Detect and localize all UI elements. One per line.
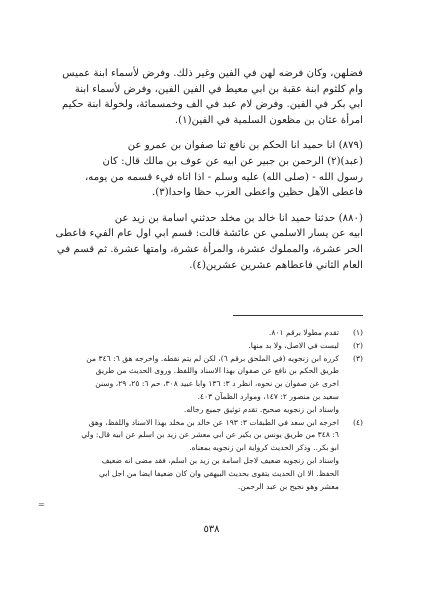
hadith-880 bbox=[49, 211, 363, 273]
footnote-line: واسناد ابن زنجويه ضعيف لاجل اسامة بن زيد بن اسلم، فقد مضى انه ضعيف bbox=[101, 455, 339, 465]
text-line: (عبد)(٢) الرحمن بن جبير عن ابيه عن عوف بن مالك قال: كان bbox=[102, 155, 363, 167]
footnote-2 bbox=[49, 340, 363, 353]
footnote-line: واسناد ابن زنجويه صحيح. تقدم توثيق جميع رجاله. bbox=[183, 404, 339, 414]
footnote-line: اخرجه ابن سعد في الطبقات ٣: ١٩٣ عن خالد بن مخلد بهذا الاسناد واللفظ، وهق bbox=[88, 417, 339, 427]
text-line: رسول الله - (صلى الله) عليه وسلم - اذا اتاه فيء قسمه من يومه، bbox=[85, 171, 363, 183]
page-number: ٥٣٨ bbox=[203, 524, 220, 535]
footnote-line: سعيد بن منصور ٢: ١٤٧، وموارد الظمآن ٤٠٣. bbox=[197, 391, 339, 401]
hadith-879 bbox=[49, 138, 363, 200]
footnote-divider bbox=[233, 315, 363, 316]
footnote-number: (٣) bbox=[352, 353, 363, 363]
footnote-line: ٦: ٣٤٨ من طريق يونس بن بكير عن ابي معشر عن زيد بن اسلم عن ابيه قال: ولي bbox=[81, 430, 339, 440]
footnote-4-continuation bbox=[49, 455, 363, 493]
footnote-line: تقدم مطولا برقم ٨٠١. bbox=[268, 328, 339, 337]
footnote-number: (٤) bbox=[352, 417, 363, 427]
text-line: (٨٨٠) حدثنا حميد انا خالد بن مخلد حدثني اسامة بن زيد عن bbox=[114, 212, 363, 224]
text-line: ابيه عن يسار الاسلمي عن عائشة قالت: قسم ابي اول عام الفيء فاعطى bbox=[55, 228, 363, 240]
footnote-line: الحفظ. الا ان الحديث يتقوى بحديث البيهقي وان كان ضعيفا ايضا من اجل ابي bbox=[98, 468, 339, 478]
footnote-line: اخرى عن صفوان بن نحوه، انظر د ٣: ١٣٦ وابا عبيد ٣٠٨، حم ٦: ٢٥، ٢٩، وسنن bbox=[95, 379, 339, 389]
footnotes bbox=[49, 327, 363, 493]
text-line: الحر عشرة، والمملوك عشرة، والمرأة عشرة، وامتها عشرة. ثم قسم في bbox=[56, 243, 363, 255]
text-line: ابي بكر في الفين. وفرض لام عبد في الف وخمسمائة، ولخولة ابنة حكيم bbox=[62, 99, 363, 111]
text-line: امرأة عثان بن مظعون السلمية في الفين(١). bbox=[174, 114, 363, 126]
footnote-line: كرره ابن زنجويه (في الملحق برقم ٦)، لكن لم يتم نقطه. واخرجه هق ٦: ٣٤٦ من bbox=[86, 353, 339, 363]
footnote-3 bbox=[49, 353, 363, 417]
text-line: وام كلثوم ابنة عقبة بن ابي معيط في الفين الفين، وفرض لأسماء ابنة bbox=[74, 83, 363, 95]
footnote-line: طريق الحكم بن نافع عن صفوان بهذا الاسناد واللفظ. وروى الحديث من طريق bbox=[95, 366, 339, 376]
text-line: فاعطى الآهل حظين واعطى العزب حظا واحدا(٣). bbox=[152, 187, 363, 199]
margin-mark: = bbox=[38, 500, 45, 509]
main-text bbox=[49, 66, 363, 273]
text-line: فضلهن، وكان فرضه لهن في الفين وغير ذلك. وفرض لأسماء ابنة عميس bbox=[62, 68, 363, 79]
footnote-number: (١) bbox=[352, 328, 363, 337]
footnote-line: ابو بكر.. وذكر الحديث كرواية ابن زنجويه بمعناه. bbox=[189, 443, 339, 453]
footnote-line: معشر وهو نجيح بن عبد الرحمن. bbox=[237, 481, 339, 491]
footnote-number: (٢) bbox=[352, 340, 363, 350]
footnote-4 bbox=[49, 417, 363, 455]
paragraph-intro bbox=[49, 66, 363, 128]
footnote-1 bbox=[49, 327, 363, 340]
text-line: (٨٧٩) انا حميد انا الحكم بن نافع ثنا صفوان بن عمرو عن bbox=[127, 140, 363, 152]
footnote-line: ليست في الاصل، ولا بد منها. bbox=[248, 340, 339, 350]
text-line: العام الثاني فاعطاهم عشرين عشرين(٤). bbox=[189, 259, 363, 271]
